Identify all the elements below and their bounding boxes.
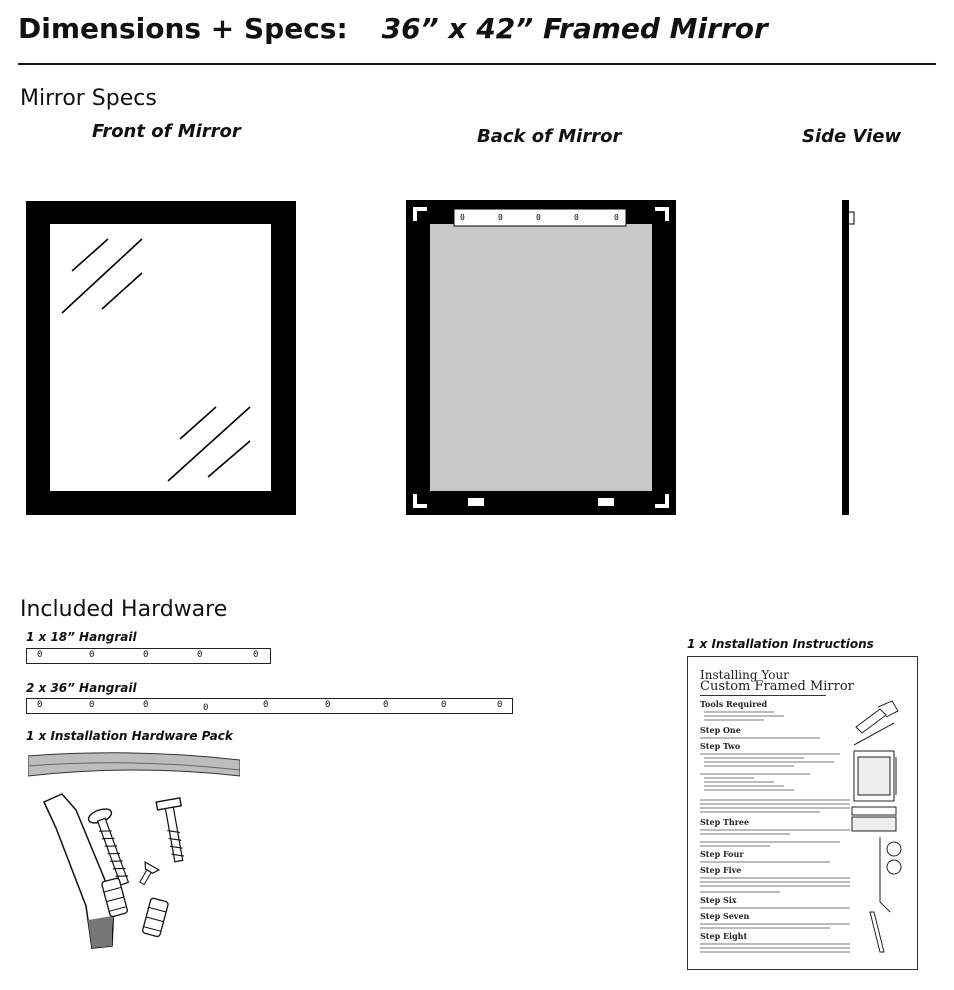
doc-diagrams [850,697,910,959]
doc-section: Step Five [700,865,742,875]
hole-mark: 0 [441,700,447,710]
hole-mark: 0 [143,700,149,710]
hole-mark: 0 [325,700,331,710]
hole-mark: 0 [253,650,259,660]
doc-section: Step One [700,725,741,735]
side-view-label: Side View [802,126,902,147]
doc-section: Step Six [700,895,737,905]
front-of-mirror-label: Front of Mirror [92,121,241,142]
svg-text:0: 0 [498,213,503,222]
hangrail-18-illustration [26,648,271,664]
svg-text:0: 0 [460,213,465,222]
hangrail-36-illustration [26,698,513,714]
doc-section: Tools Required [700,699,768,709]
doc-section: Step Eight [700,931,748,941]
hardware-pack-label: 1 x Installation Hardware Pack [26,729,233,743]
mirror-specs-heading: Mirror Specs [20,86,157,111]
hole-mark: 0 [37,650,43,660]
hole-mark: 0 [203,703,209,713]
hole-mark: 0 [383,700,389,710]
included-hardware-heading: Included Hardware [20,597,228,622]
doc-section: Step Seven [700,911,750,921]
doc-title-line1: Installing Your [700,668,789,682]
hardware-pack-illustration [28,750,240,950]
svg-text:0: 0 [614,213,619,222]
hole-mark: 0 [89,700,95,710]
doc-section: Step Two [700,741,741,751]
instructions-label: 1 x Installation Instructions [687,637,874,651]
hangrail-18-label: 1 x 18” Hangrail [26,630,137,644]
hole-mark: 0 [197,650,203,660]
back-of-mirror-label: Back of Mirror [477,126,622,147]
doc-section: Step Three [700,817,750,827]
hole-mark: 0 [89,650,95,660]
hole-mark: 0 [37,700,43,710]
page-title [18,12,768,45]
side-view-illustration [840,200,860,516]
back-mirror-illustration [406,200,676,515]
hole-mark: 0 [143,650,149,660]
doc-section: Step Four [700,849,744,859]
title-subtitle: 36” x 42” Framed Mirror [381,12,768,45]
title-main: Dimensions + Specs: [18,12,348,45]
svg-text:0: 0 [574,213,579,222]
instructions-document [687,656,918,970]
svg-text:0: 0 [536,213,541,222]
hangrail-36-label: 2 x 36” Hangrail [26,681,137,695]
front-mirror-illustration [26,201,296,515]
hole-mark: 0 [497,700,503,710]
doc-title-line2: Custom Framed Mirror [700,679,854,694]
header-divider [18,63,936,65]
hole-mark: 0 [263,700,269,710]
